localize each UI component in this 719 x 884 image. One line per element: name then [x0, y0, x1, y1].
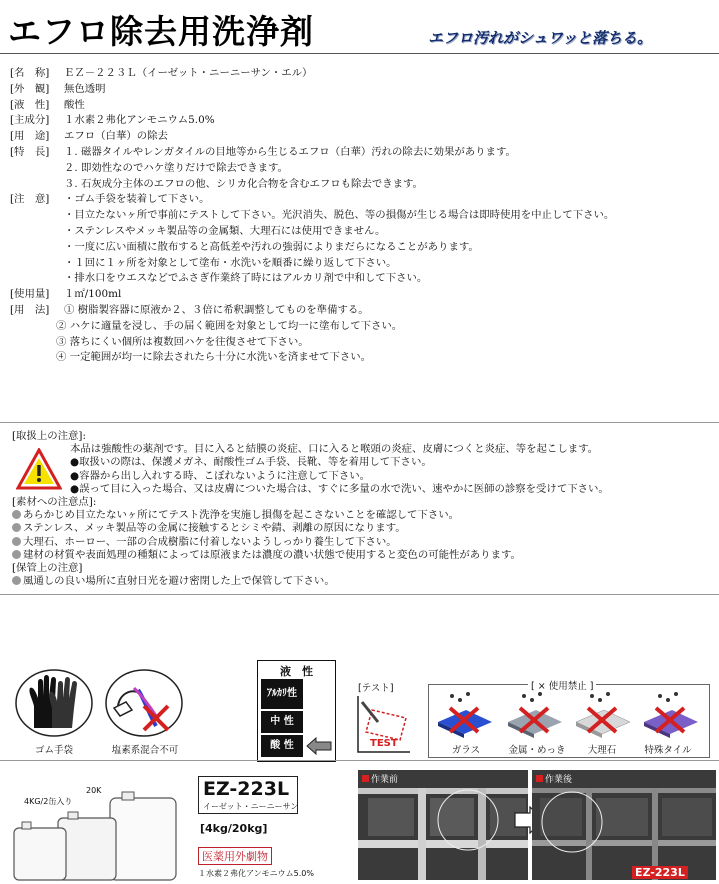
product-code-box	[198, 776, 298, 814]
red-square-icon	[362, 775, 369, 782]
material-line: あらかじめ目立たないヶ所にてテスト洗浄を実施し損傷を起こさないことを確認して下さい。	[12, 509, 717, 522]
method-item: ③ 落ちにくい個所は複数回ハケを往復させて下さい。	[56, 335, 309, 348]
handling-line: 本品は強酸性の薬剤です。目に入ると結膜の炎症、口に入ると喉頭の炎症、皮膚につくと炎症、等を起こします。	[70, 443, 599, 456]
ph-acid: 酸 性	[261, 735, 303, 757]
material-line: ステンレス、メッキ製品等の金属に接触するとシミや錆、剥離の原因になります。	[12, 522, 717, 535]
marble-icon	[576, 692, 630, 738]
bullet-icon	[12, 523, 21, 532]
prohibited-item: 特殊タイル	[644, 745, 692, 756]
rubber-gloves-icon	[14, 668, 94, 738]
section-divider	[0, 422, 719, 423]
material-title: [素材への注意点]:	[12, 496, 97, 509]
note-item: ・目立たないヶ所で事前にテストして下さい。光沢消失、脱色、等の損傷が生じる場合は即時使用を中止して下さい。	[64, 209, 615, 222]
pack-large-label: 20K	[86, 786, 102, 795]
gloves-caption: ゴム手袋	[34, 745, 73, 756]
product-reading: イーゼット・ニーニーサン	[203, 802, 299, 811]
special-tile-icon	[644, 692, 698, 738]
test-badge: TEST	[370, 738, 398, 749]
before-label: 作業前	[362, 772, 398, 785]
bullet-icon	[12, 537, 21, 546]
before-photo	[358, 770, 528, 880]
bullet-icon	[12, 550, 21, 559]
arrow-left-icon	[306, 737, 332, 755]
page-title: エフロ除去用洗浄剤	[8, 12, 314, 51]
bullet-icon	[12, 510, 21, 519]
after-photo	[532, 770, 716, 880]
before-photo-image	[358, 770, 528, 880]
storage-line: 風通しの良い場所に直射日光を避け密閉した上で保管して下さい。	[12, 575, 717, 588]
section-divider	[0, 594, 719, 595]
ph-alkaline: ｱﾙｶﾘ性	[261, 679, 303, 709]
ph-title: 液 性	[280, 665, 313, 678]
prohibited-item: ガラス	[451, 745, 481, 756]
spec-amount-row: [使用量] １㎡/100ml	[10, 288, 122, 301]
handling-line: ●容器から出し入れする時、こぼれないように注意して下さい。	[70, 469, 371, 482]
red-square-icon	[536, 775, 543, 782]
spec-features-row: [特 長] １. 磁器タイルやレンガタイルの目地等から生じるエフロ（白華）汚れの除去に効果があります。	[10, 145, 516, 158]
material-line: 建材の材質や表面処理の種類によっては原液または濃度の濃い状態で使用すると変色の可能性があります。	[12, 549, 717, 562]
storage-title: [保管上の注意]	[12, 562, 83, 575]
ph-indicator-table	[257, 660, 336, 762]
method-item: ② ハケに適量を浸し、手の届く範囲を対象として均一に塗布して下さい。	[56, 319, 403, 332]
prohibited-item: 大理石	[587, 745, 617, 756]
catchphrase: エフロ汚れがシュワッと落ちる。	[428, 29, 652, 47]
poison-category-badge: 医薬用外劇物	[198, 847, 272, 865]
spec-use-row: [用 途] エフロ（白華）の除去	[10, 130, 168, 143]
header-divider	[0, 53, 719, 54]
caution-section	[12, 430, 717, 588]
note-item: ・ステンレスやメッキ製品等の金属類、大理石には使用できません。	[64, 224, 386, 237]
photo-brand-label: EZ-223L	[632, 866, 688, 879]
handling-title: [取扱上の注意]:	[12, 430, 86, 442]
prohibited-item: 金属・めっき	[508, 745, 566, 756]
test-label: [テスト]	[358, 683, 394, 694]
method-item: ④ 一定範囲が均一に除去されたら十分に水洗いを済ませて下さい。	[56, 351, 372, 364]
product-ingredient: １水素２弗化アンモニウム5.0%	[198, 869, 314, 878]
product-sizes: [4kg/20kg]	[200, 822, 268, 835]
feature-item: ２. 即効性なのでハケ塗りだけで除去できます。	[64, 161, 288, 174]
spec-liquid-row: [液 性] 酸性	[10, 98, 85, 111]
handling-line: ●取扱いの際は、保護メガネ、耐酸性ゴム手袋、長靴、等を着用して下さい。	[70, 456, 432, 469]
feature-item: ３. 石灰成分主体のエフロの他、シリカ化合物を含むエフロも除去できます。	[64, 177, 423, 190]
after-photo-image	[532, 770, 716, 880]
bullet-icon	[12, 576, 21, 585]
handling-line: ●誤って目に入った場合、又は皮膚についた場合は、すぐに多量の水で洗い、速やかに医師の診察を受けて下さい。	[70, 482, 609, 495]
spec-method-row: [用 法] ① 樹脂製容器に原液か２、３倍に希釈調整してものを準備する。	[10, 303, 369, 316]
ph-neutral: 中 性	[261, 711, 303, 733]
spec-name-row: [名 称] ＥＺ－２２３Ｌ（イーゼット・ニーニーサン・エル）	[10, 67, 313, 79]
note-item: ・１回に１ヶ所を対象として塗布・水洗いを順番に繰り返して下さい。	[64, 256, 397, 269]
product-code: EZ-223L	[203, 778, 290, 800]
spec-ingredient-row: [主成分] １水素２弗化アンモニウム5.0%	[10, 114, 215, 127]
material-line: 大理石、ホーロー、一部の合成樹脂に付着しないようしっかり養生して下さい。	[12, 536, 717, 549]
containers-illustration	[10, 790, 180, 882]
spec-notes-row: [注 意] ・ゴム手袋を装着して下さい。	[10, 193, 210, 206]
no-chlorine-mix-icon	[104, 668, 184, 738]
metal-icon	[508, 692, 562, 738]
glass-icon	[438, 692, 492, 738]
no-mix-caption: 塩素系混合不可	[111, 745, 179, 756]
pack-small-label: 4KG/2缶入り	[24, 797, 73, 806]
spec-section	[10, 66, 715, 366]
section-divider	[0, 760, 719, 761]
prohibited-label: [ × 使用禁止 ]	[528, 678, 596, 692]
note-item: ・排水口をウエスなどでふさぎ作業終了時にはアルカリ剤で中和して下さい。	[64, 272, 428, 285]
after-label: 作業後	[536, 772, 572, 785]
note-item: ・一度に広い面積に散布すると高低差や汚れの強弱によりまだらになることがあります。	[64, 240, 479, 253]
prohibited-materials-icons	[432, 690, 704, 738]
spec-appearance-row: [外 観] 無色透明	[10, 82, 106, 95]
